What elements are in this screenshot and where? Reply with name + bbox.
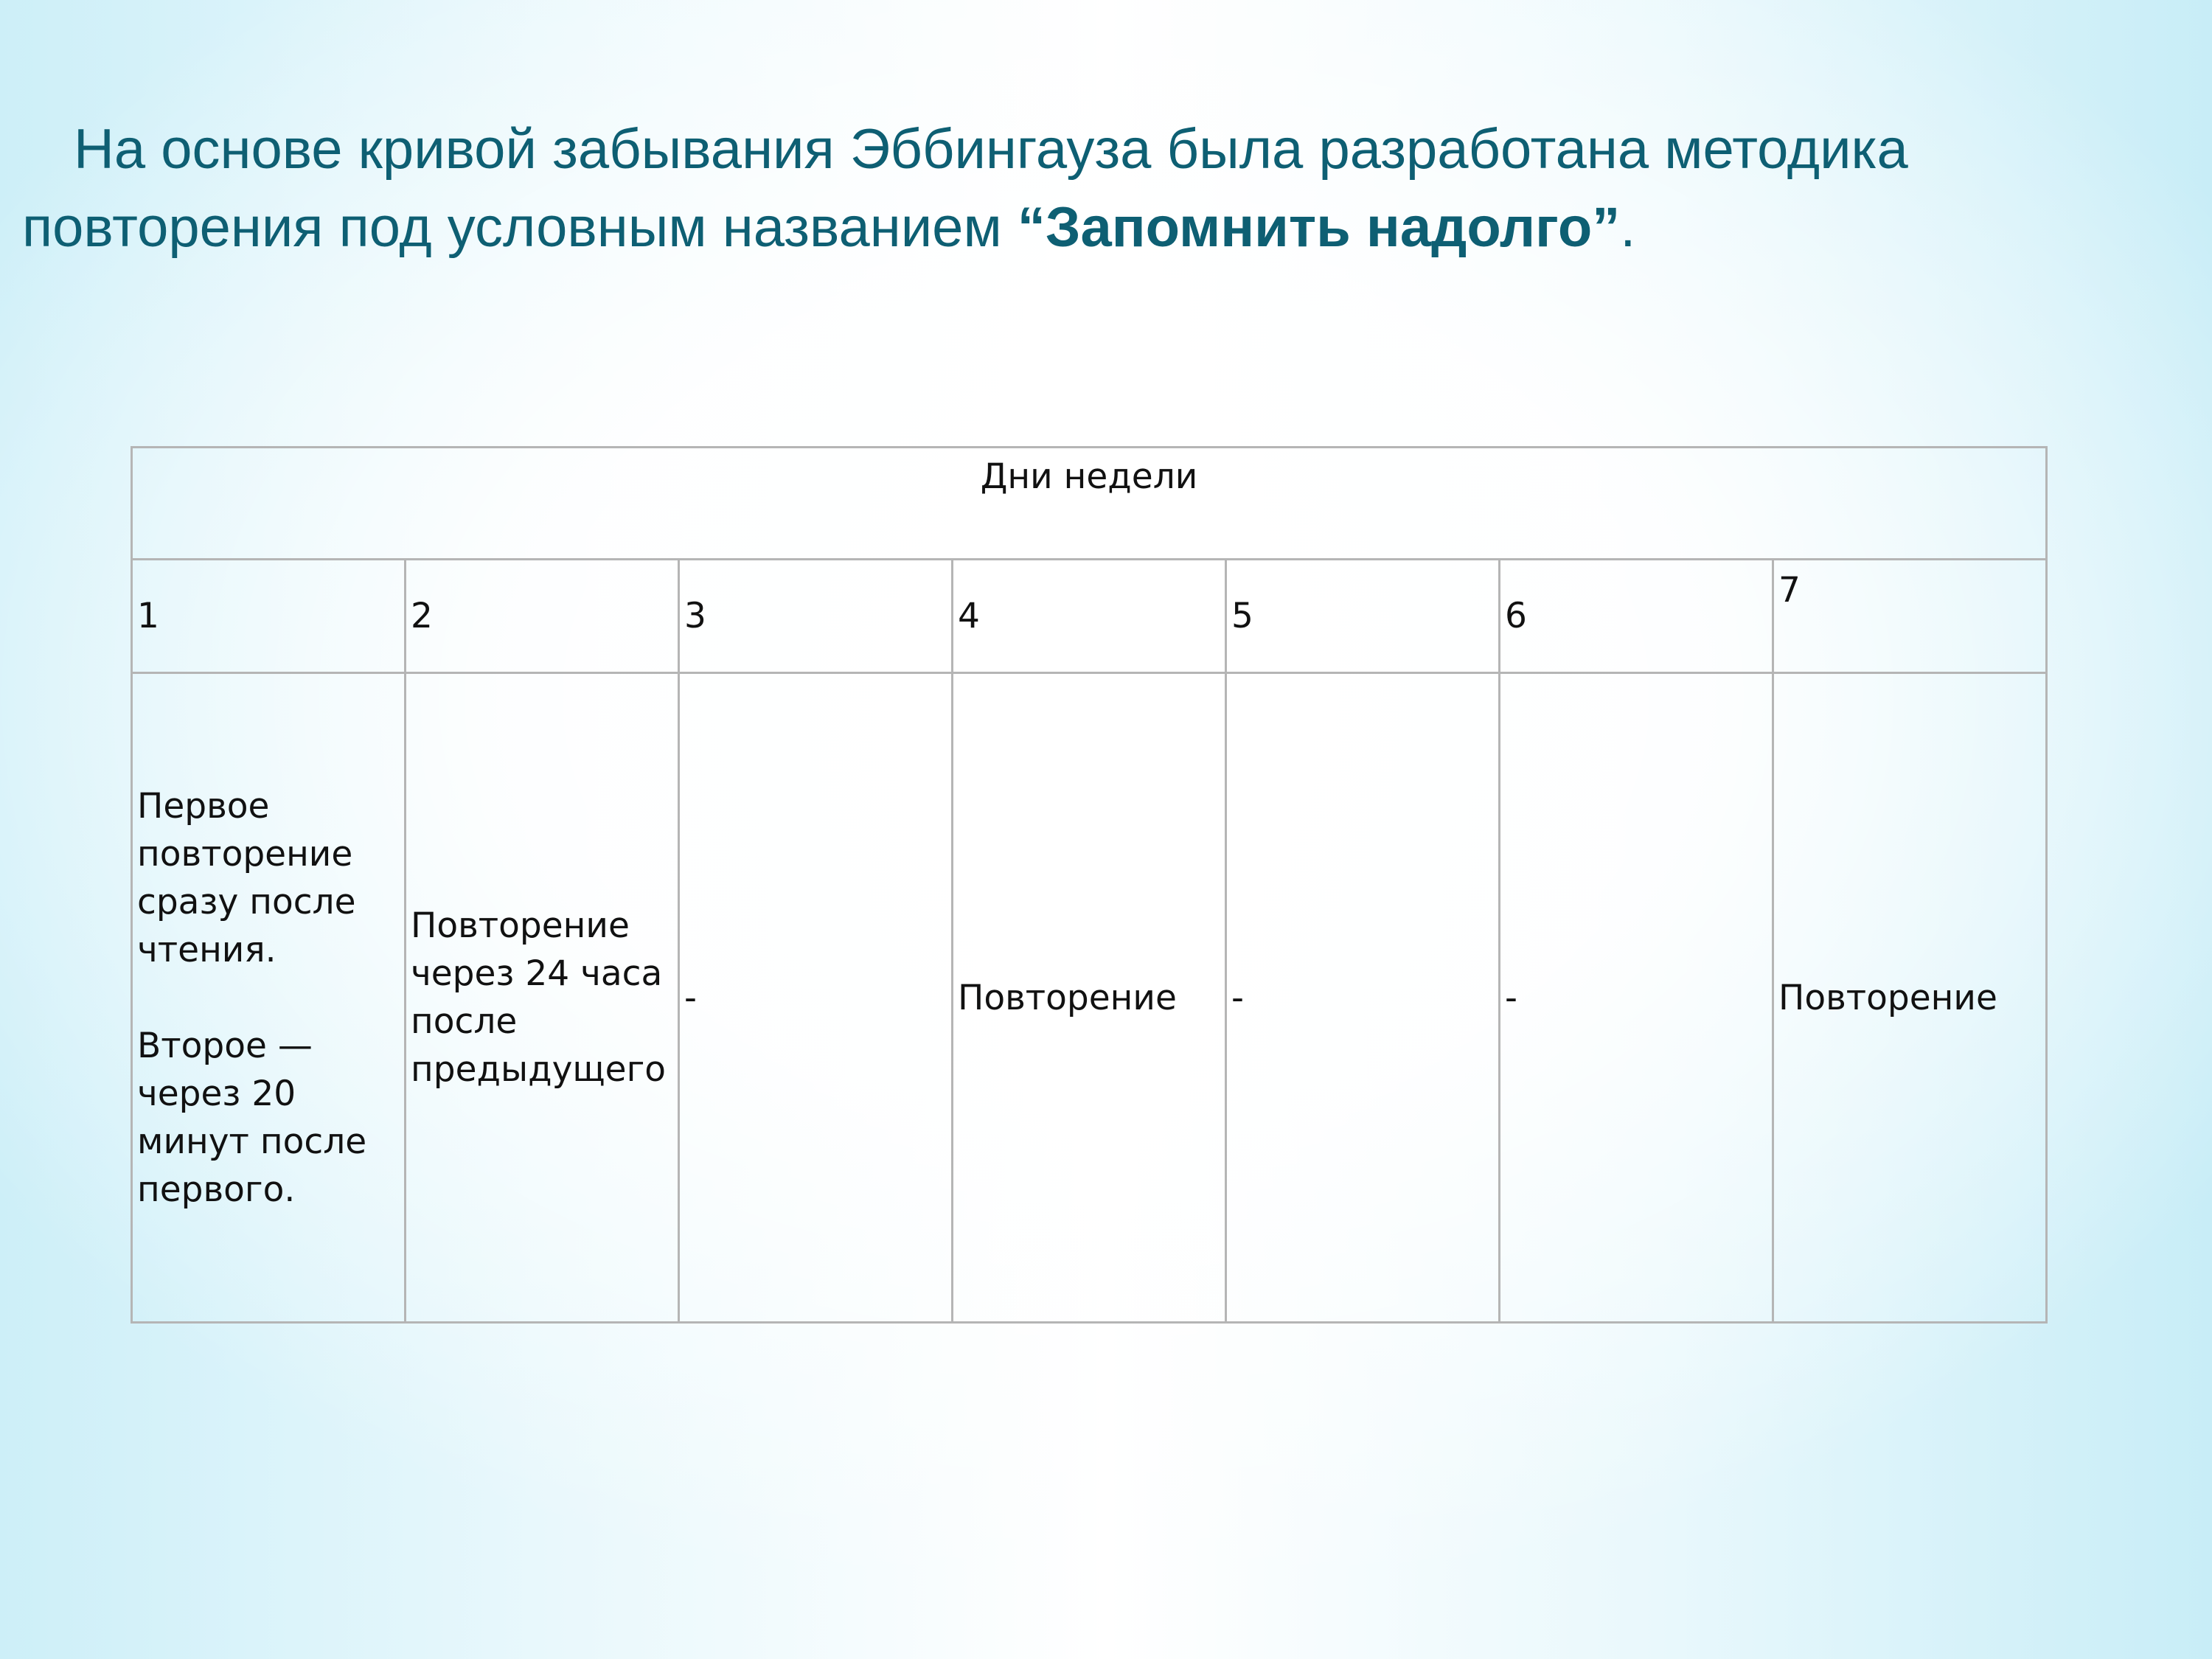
day-number-7: 7 <box>1773 560 2047 673</box>
cell-day-1-second-repetition: Второе — через 20 минут после первого. <box>137 1025 367 1210</box>
cell-day-2: Повторение через 24 часа после предыдущего <box>406 673 679 1323</box>
slide-heading <box>22 111 2160 267</box>
cell-day-3: - <box>679 673 953 1323</box>
repetition-schedule-table <box>131 446 2048 1324</box>
heading-line-1: На основе кривой забывания Эббингауза была разработана методика <box>74 118 1908 181</box>
cell-day-6: - <box>1500 673 1773 1323</box>
heading-line-2-prefix: повторения под условным названием <box>22 196 1018 259</box>
method-name: “Запомнить надолго” <box>1017 196 1621 259</box>
heading-line-2 <box>22 189 2160 267</box>
heading-line-2-suffix: . <box>1620 196 1636 259</box>
day-number-4: 4 <box>953 560 1226 673</box>
day-number-3: 3 <box>679 560 953 673</box>
day-number-5: 5 <box>1226 560 1500 673</box>
table-row-repetitions <box>132 673 2047 1323</box>
paragraph-gap <box>137 974 400 1022</box>
cell-day-1-first-repetition: Первое повторение сразу после чтения. <box>137 785 356 970</box>
day-number-1: 1 <box>132 560 406 673</box>
cell-day-1 <box>132 673 406 1323</box>
day-number-2: 2 <box>406 560 679 673</box>
cell-day-5: - <box>1226 673 1500 1323</box>
cell-day-4: Повторение <box>953 673 1226 1323</box>
table-row-day-numbers <box>132 560 2047 673</box>
table-header-days-of-week: Дни недели <box>132 448 2047 560</box>
table-header-row <box>132 448 2047 560</box>
cell-day-7: Повторение <box>1773 673 2047 1323</box>
day-number-6: 6 <box>1500 560 1773 673</box>
